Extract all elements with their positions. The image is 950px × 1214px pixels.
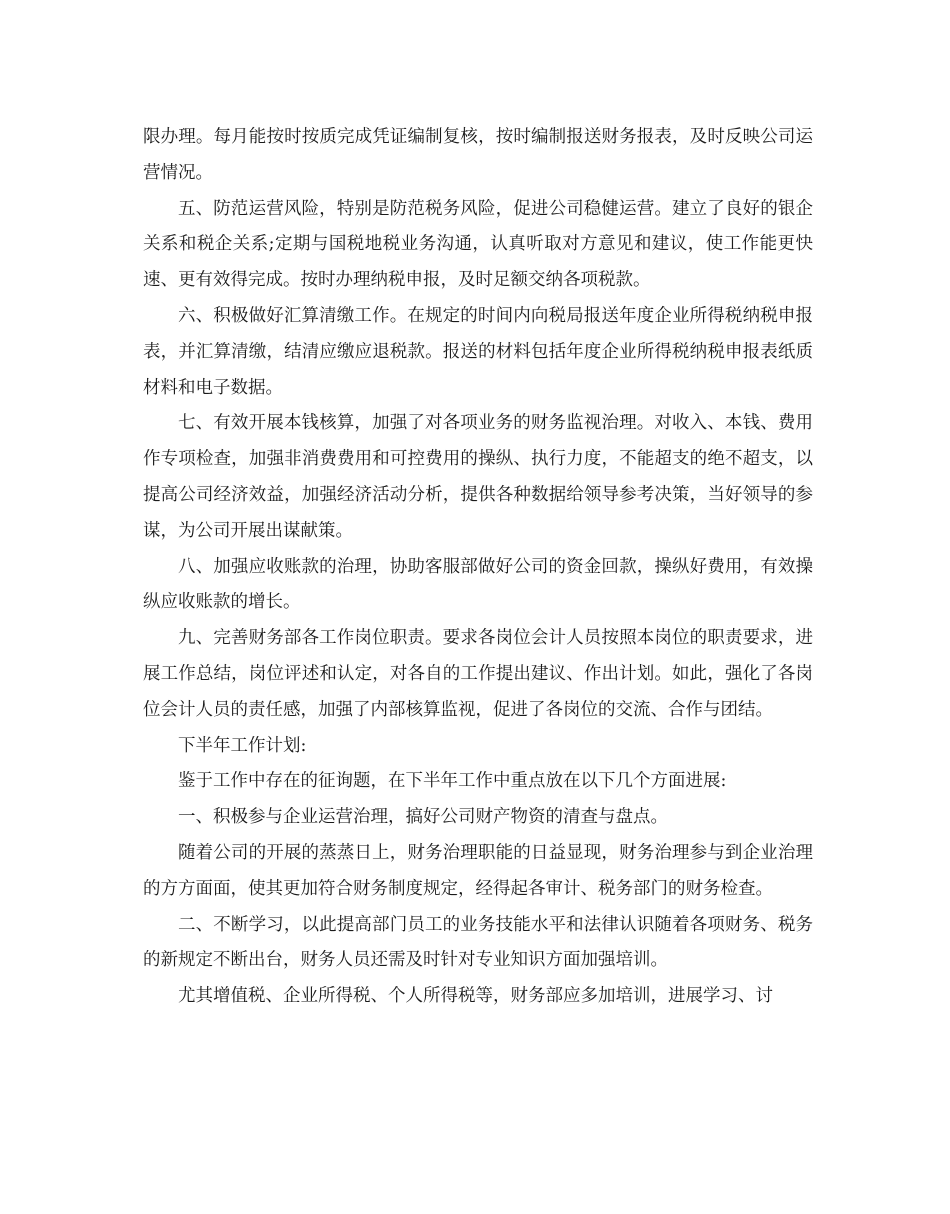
paragraph-5-risk-prevention: 五、防范运营风险，特别是防范税务风险，促进公司稳健运营。建立了良好的银企关系和税企关系;定期与国税地税业务沟通，认真听取对方意见和建议，使工作能更快速、更有效得完成。按时办理纳税申报，及时足额交纳各项税款。: [143, 198, 813, 291]
paragraph-plan-1-detail: 随着公司的开展的蒸蒸日上，财务治理职能的日益显现，财务治理参与到企业治理的方方面面，使其更加符合财务制度规定，经得起各审计、税务部门的财务检查。: [143, 842, 813, 899]
paragraph-plan-2-detail: 尤其增值税、企业所得税、个人所得税等，财务部应多加培训，进展学习、讨: [178, 986, 773, 1007]
paragraph-plan-2: 二、不断学习，以此提高部门员工的业务技能水平和法律认识随着各项财务、税务的新规定不断出台，财务人员还需及时针对专业知识方面加强培训。: [143, 914, 813, 971]
paragraph-9-job-duties: 九、完善财务部各工作岗位职责。要求各岗位会计人员按照本岗位的职责要求，进展工作总结，岗位评述和认定，对各自的工作提出建议、作出计划。如此，强化了各岗位会计人员的责任感，加强了内部核算监视，促进了各岗位的交流、合作与团结。: [143, 628, 813, 720]
paragraph-8-receivables: 八、加强应收账款的治理，协助客服部做好公司的资金回款，操纵好费用，有效操纵应收账款的增长。: [143, 556, 813, 613]
section-heading-second-half-plan: 下半年工作计划:: [178, 735, 307, 756]
paragraph-continued: 限办理。每月能按时按质完成凭证编制复核，按时编制报送财务报表，及时反映公司运营情况。: [143, 127, 813, 183]
paragraph-7-cost-accounting: 七、有效开展本钱核算，加强了对各项业务的财务监视治理。对收入、本钱、费用作专项检查，加强非消费费用和可控费用的操纵、执行力度，不能超支的绝不超支，以提高公司经济效益，加强经济活动分析，提供各种数据给领导参考决策，当好领导的参谋，为公司开展出谋献策。: [143, 413, 813, 541]
paragraph-plan-intro: 鉴于工作中存在的征询题，在下半年工作中重点放在以下几个方面进展:: [178, 771, 727, 792]
paragraph-6-tax-settlement: 六、积极做好汇算清缴工作。在规定的时间内向税局报送年度企业所得税纳税申报表，并汇算清缴，结清应缴应退税款。报送的材料包括年度企业所得税纳税申报表纸质材料和电子数据。: [143, 305, 813, 398]
paragraph-plan-1: 一、积极参与企业运营治理，搞好公司财产物资的清查与盘点。: [178, 807, 668, 828]
document-body: [143, 120, 813, 1015]
